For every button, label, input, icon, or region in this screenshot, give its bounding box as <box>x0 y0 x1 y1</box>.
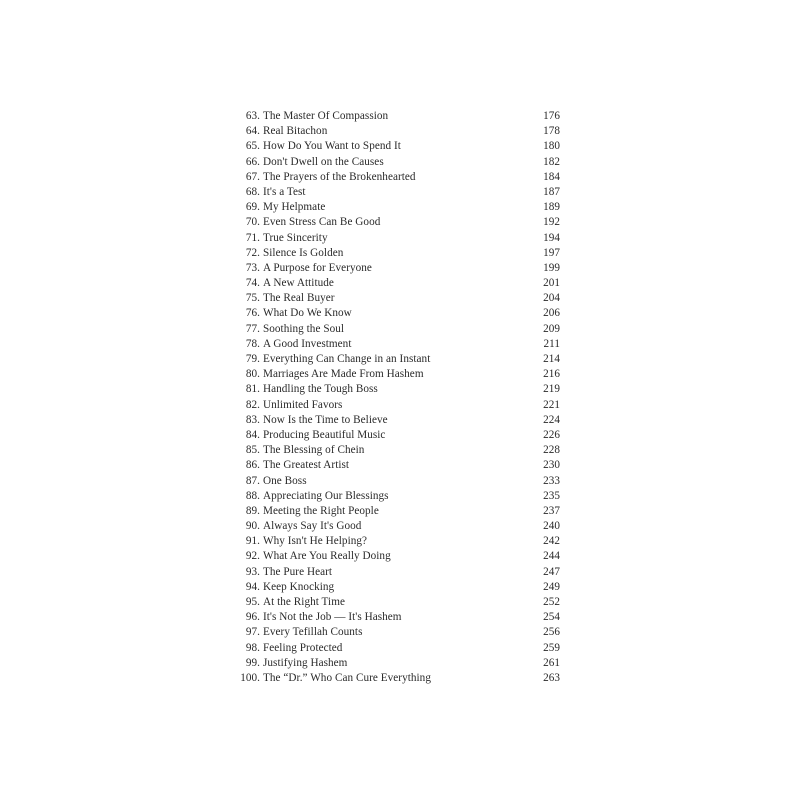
toc-entry <box>230 489 560 504</box>
page-number: 235 <box>543 489 560 502</box>
chapter-number: 73. <box>245 261 260 274</box>
toc-entry <box>230 124 560 139</box>
chapter-number: 77. <box>245 322 260 335</box>
chapter-number: 83. <box>245 413 260 426</box>
toc-entry <box>230 534 560 549</box>
chapter-number: 97. <box>245 626 260 639</box>
page-number: 254 <box>543 611 560 624</box>
chapter-number: 70. <box>245 216 260 229</box>
page-number: 219 <box>543 383 560 396</box>
page-number: 214 <box>543 353 560 365</box>
page-number: 189 <box>543 201 560 214</box>
toc-entry <box>230 352 560 367</box>
toc-entry <box>230 398 560 413</box>
page-number: 242 <box>543 535 560 548</box>
chapter-title: Meeting the Right People <box>263 504 379 517</box>
toc-entry <box>230 641 560 656</box>
chapter-title: A Purpose for Everyone <box>263 261 372 274</box>
page-number: 216 <box>543 368 560 381</box>
chapter-number: 71. <box>245 231 260 244</box>
chapter-number: 72. <box>245 246 260 259</box>
toc-entry <box>230 109 560 124</box>
chapter-title: Feeling Protected <box>263 641 343 654</box>
chapter-title: Now Is the Time to Believe <box>263 413 388 426</box>
toc-entry <box>230 565 560 580</box>
chapter-title: What Are You Really Doing <box>263 550 391 563</box>
chapter-title: Producing Beautiful Music <box>263 428 386 441</box>
chapter-title: A New Attitude <box>263 277 334 290</box>
toc-entry <box>230 185 560 200</box>
toc-entry <box>230 519 560 534</box>
toc-entry <box>230 610 560 625</box>
chapter-title: Handling the Tough Boss <box>263 383 378 396</box>
chapter-title: A Good Investment <box>263 337 352 350</box>
chapter-number: 68. <box>245 185 260 198</box>
page-number: 259 <box>543 641 560 654</box>
toc-entry <box>230 504 560 519</box>
chapter-number: 74. <box>245 277 260 290</box>
page-number: 252 <box>543 596 560 608</box>
page-number: 237 <box>543 504 560 517</box>
page-number: 201 <box>543 277 560 290</box>
toc-entry <box>230 231 560 246</box>
chapter-title: Everything Can Change in an Instant <box>263 353 431 365</box>
page-number: 221 <box>543 398 560 411</box>
toc-entry <box>230 382 560 397</box>
toc-entry <box>230 337 560 352</box>
chapter-number: 88. <box>245 489 260 502</box>
chapter-title: Keep Knocking <box>263 580 335 593</box>
chapter-title: The Prayers of the Brokenhearted <box>263 170 416 183</box>
chapter-number: 92. <box>245 550 260 563</box>
chapter-title: Real Bitachon <box>263 125 328 138</box>
chapter-number: 64. <box>245 125 260 138</box>
toc-entry <box>230 595 560 610</box>
toc-entry <box>230 671 560 686</box>
chapter-title: Silence Is Golden <box>263 246 344 259</box>
page-number: 184 <box>543 170 560 183</box>
chapter-number: 82. <box>245 398 260 411</box>
page-number: 211 <box>543 337 560 350</box>
page-number: 197 <box>543 246 560 259</box>
chapter-number: 75. <box>245 292 260 305</box>
chapter-title: Appreciating Our Blessings <box>263 489 389 502</box>
page-number: 230 <box>543 459 560 472</box>
page-number: 244 <box>543 550 560 563</box>
toc-entry <box>230 200 560 215</box>
toc-entry <box>230 413 560 428</box>
page-number: 176 <box>543 110 560 122</box>
toc-entry <box>230 170 560 185</box>
chapter-number: 98. <box>245 641 260 654</box>
toc-entry <box>230 549 560 564</box>
page-number: 199 <box>543 261 560 274</box>
chapter-title: Why Isn't He Helping? <box>263 535 368 548</box>
toc-entry <box>230 656 560 671</box>
chapter-title: The “Dr.” Who Can Cure Everything <box>263 671 431 684</box>
chapter-title: Unlimited Favors <box>263 398 343 411</box>
chapter-title: It's Not the Job — It's Hashem <box>263 611 402 624</box>
toc-entry <box>230 428 560 443</box>
chapter-number: 81. <box>245 383 260 396</box>
page-number: 240 <box>543 520 560 533</box>
chapter-number: 94. <box>245 580 260 593</box>
page-number: 256 <box>543 626 560 639</box>
page-number: 224 <box>543 413 560 426</box>
chapter-number: 67. <box>245 170 260 183</box>
page-number: 194 <box>543 231 560 244</box>
chapter-title: Don't Dwell on the Causes <box>263 155 384 168</box>
chapter-title: The Master Of Compassion <box>263 110 389 122</box>
toc-entry <box>230 443 560 458</box>
chapter-number: 93. <box>245 565 260 578</box>
page-number: 204 <box>543 292 560 305</box>
toc-entry <box>230 291 560 306</box>
table-of-contents <box>230 109 560 686</box>
chapter-title: The Greatest Artist <box>263 459 350 472</box>
page-number: 192 <box>543 216 560 229</box>
chapter-title: The Real Buyer <box>263 292 335 305</box>
chapter-title: My Helpmate <box>263 201 326 214</box>
chapter-number: 78. <box>245 337 260 350</box>
chapter-title: Even Stress Can Be Good <box>263 216 381 229</box>
chapter-title: At the Right Time <box>263 596 345 608</box>
chapter-number: 99. <box>245 656 260 669</box>
page-number: 228 <box>543 444 560 457</box>
chapter-title: True Sincerity <box>263 231 328 244</box>
chapter-title: How Do You Want to Spend It <box>263 140 401 153</box>
chapter-title: It's a Test <box>263 185 306 198</box>
chapter-number: 63. <box>245 110 260 122</box>
toc-entry <box>230 625 560 640</box>
toc-entry <box>230 139 560 154</box>
toc-entry <box>230 580 560 595</box>
page-number: 187 <box>543 185 560 198</box>
toc-entry <box>230 215 560 230</box>
page-number: 209 <box>543 322 560 335</box>
chapter-number: 76. <box>245 307 260 320</box>
chapter-title: The Pure Heart <box>263 565 333 578</box>
chapter-title: Marriages Are Made From Hashem <box>263 368 424 381</box>
page-number: 206 <box>543 307 560 320</box>
chapter-number: 96. <box>245 611 260 624</box>
chapter-title: One Boss <box>263 474 307 487</box>
toc-entry <box>230 322 560 337</box>
chapter-number: 89. <box>245 504 260 517</box>
toc-entry <box>230 246 560 261</box>
page-number: 263 <box>543 671 560 684</box>
chapter-title: The Blessing of Chein <box>263 444 365 457</box>
chapter-title: Always Say It's Good <box>263 520 362 533</box>
page-number: 226 <box>543 428 560 441</box>
chapter-number: 95. <box>245 596 260 608</box>
toc-entry <box>230 261 560 276</box>
toc-entry <box>230 306 560 321</box>
chapter-title: Soothing the Soul <box>263 322 345 335</box>
chapter-number: 65. <box>245 140 260 153</box>
page-number: 182 <box>543 155 560 168</box>
chapter-title: Justifying Hashem <box>263 656 348 669</box>
chapter-title: Every Tefillah Counts <box>263 626 363 639</box>
chapter-number: 84. <box>245 428 260 441</box>
chapter-number: 87. <box>245 474 260 487</box>
page-number: 249 <box>543 580 560 593</box>
chapter-number: 90. <box>245 520 260 533</box>
chapter-number: 85. <box>245 444 260 457</box>
chapter-number: 79. <box>245 353 260 365</box>
chapter-number: 69. <box>245 201 260 214</box>
chapter-number: 66. <box>245 155 260 168</box>
toc-entry <box>230 276 560 291</box>
chapter-number: 91. <box>245 535 260 548</box>
page-number: 180 <box>543 140 560 153</box>
page-number: 178 <box>543 125 560 138</box>
chapter-number: 80. <box>245 368 260 381</box>
toc-entry <box>230 474 560 489</box>
toc-entry <box>230 458 560 473</box>
toc-entry <box>230 155 560 170</box>
chapter-number: 86. <box>245 459 260 472</box>
toc-entry <box>230 367 560 382</box>
chapter-number: 100. <box>240 671 260 684</box>
page-number: 233 <box>543 474 560 487</box>
page-number: 247 <box>543 565 560 578</box>
page-number: 261 <box>543 656 560 669</box>
chapter-title: What Do We Know <box>263 307 352 320</box>
